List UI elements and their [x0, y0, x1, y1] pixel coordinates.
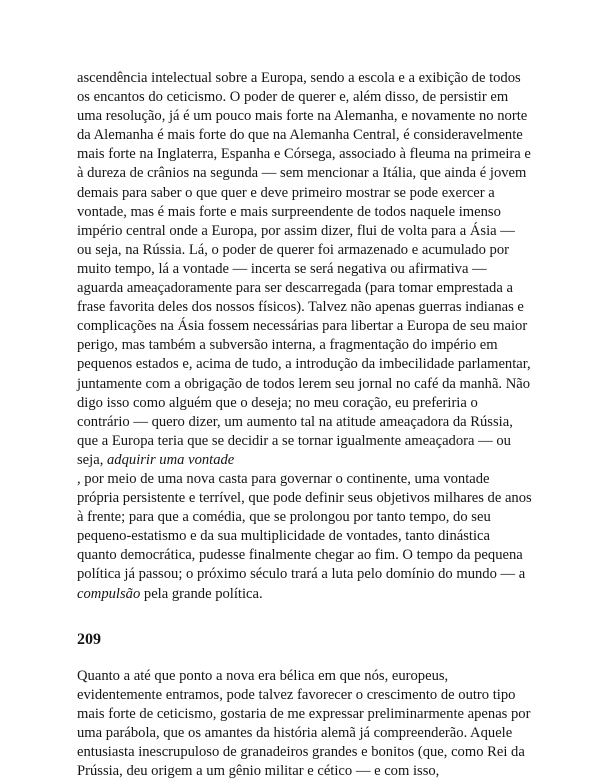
- section-number: 209: [77, 630, 101, 648]
- paragraph-1: [77, 69, 532, 604]
- paragraph-1-italic-phrase-2: compulsão: [77, 585, 141, 602]
- document-page: [77, 69, 532, 781]
- paragraph-1-text-part-2: , por meio de uma nova casta para governar o continente, uma vontade própria persistente e terrível, que pode definir seus objetivos milhares de anos à frente; para que a comédia, que se prolongou por tanto tempo, do seu pequeno-estatismo e da sua multiplicidade de vontades, tanto dinástica quanto democrática, pudesse finalmente chegar ao fim. O tempo da pequena política já passou; o próximo século trará a luta pelo domínio do mundo — a: [77, 470, 532, 583]
- paragraph-2: Quanto a até que ponto a nova era bélica em que nós, europeus, evidentemente entramos, pode talvez favorecer o crescimento de outro tipo mais forte de ceticismo, gostaria de me expressar preliminarmente apenas por uma parábola, que os amantes da história alemã já compreenderão. Aquele entusiasta inescrupuloso de granadeiros grandes e bonitos (que, como Rei da Prússia, deu origem a um gênio militar e cético — e com isso,: [77, 667, 531, 780]
- paragraph-1-text-part-1: ascendência intelectual sobre a Europa, sendo a escola e a exibição de todos os encantos do ceticismo. O poder de querer e, além disso, de persistir em uma resolução, já é um pouco mais forte na Alemanha, e novamente no norte da Alemanha é mais forte do que na Alemanha Central, é consideravelmente mais forte na Inglaterra, Espanha e Córsega, associado à fleuma na primeira e à dureza de crânios na segunda — sem mencionar a Itália, que ainda é jovem demais para saber o que quer e deve primeiro mostrar se pode exercer a vontade, mas é mais forte e mais surpreendente de todos naquele imenso império central onde a Europa, por assim dizer, flui de volta para a Ásia — ou seja, na Rússia. Lá, o poder de querer foi armazenado e acumulado por muito tempo, lá a vontade — incerta se será negativa ou afirmativa — aguarda ameaçadoramente para ser descarregada (para tomar emprestada a frase favorita deles dos nossos físicos). Talvez não apenas guerras indianas e complicações na Ásia fossem necessárias para libertar a Europa de seu maior perigo, mas também a subversão interna, a fragmentação do império em pequenos estados e, acima de tudo, a introdução da imbecilidade parlamentar, juntamente com a obrigação de todos lerem seu jornal no café da manhã. Não digo isso como alguém que o deseja; no meu coração, eu preferiria o contrário — quero dizer, um aumento tal na atitude ameaçadora da Rússia, que a Europa teria que se decidir a se tornar igualmente ameaçadora — ou seja,: [77, 70, 531, 468]
- paragraph-1-italic-phrase-1: adquirir uma vontade: [107, 451, 235, 468]
- paragraph-1-text-part-3: pela grande política.: [140, 585, 263, 602]
